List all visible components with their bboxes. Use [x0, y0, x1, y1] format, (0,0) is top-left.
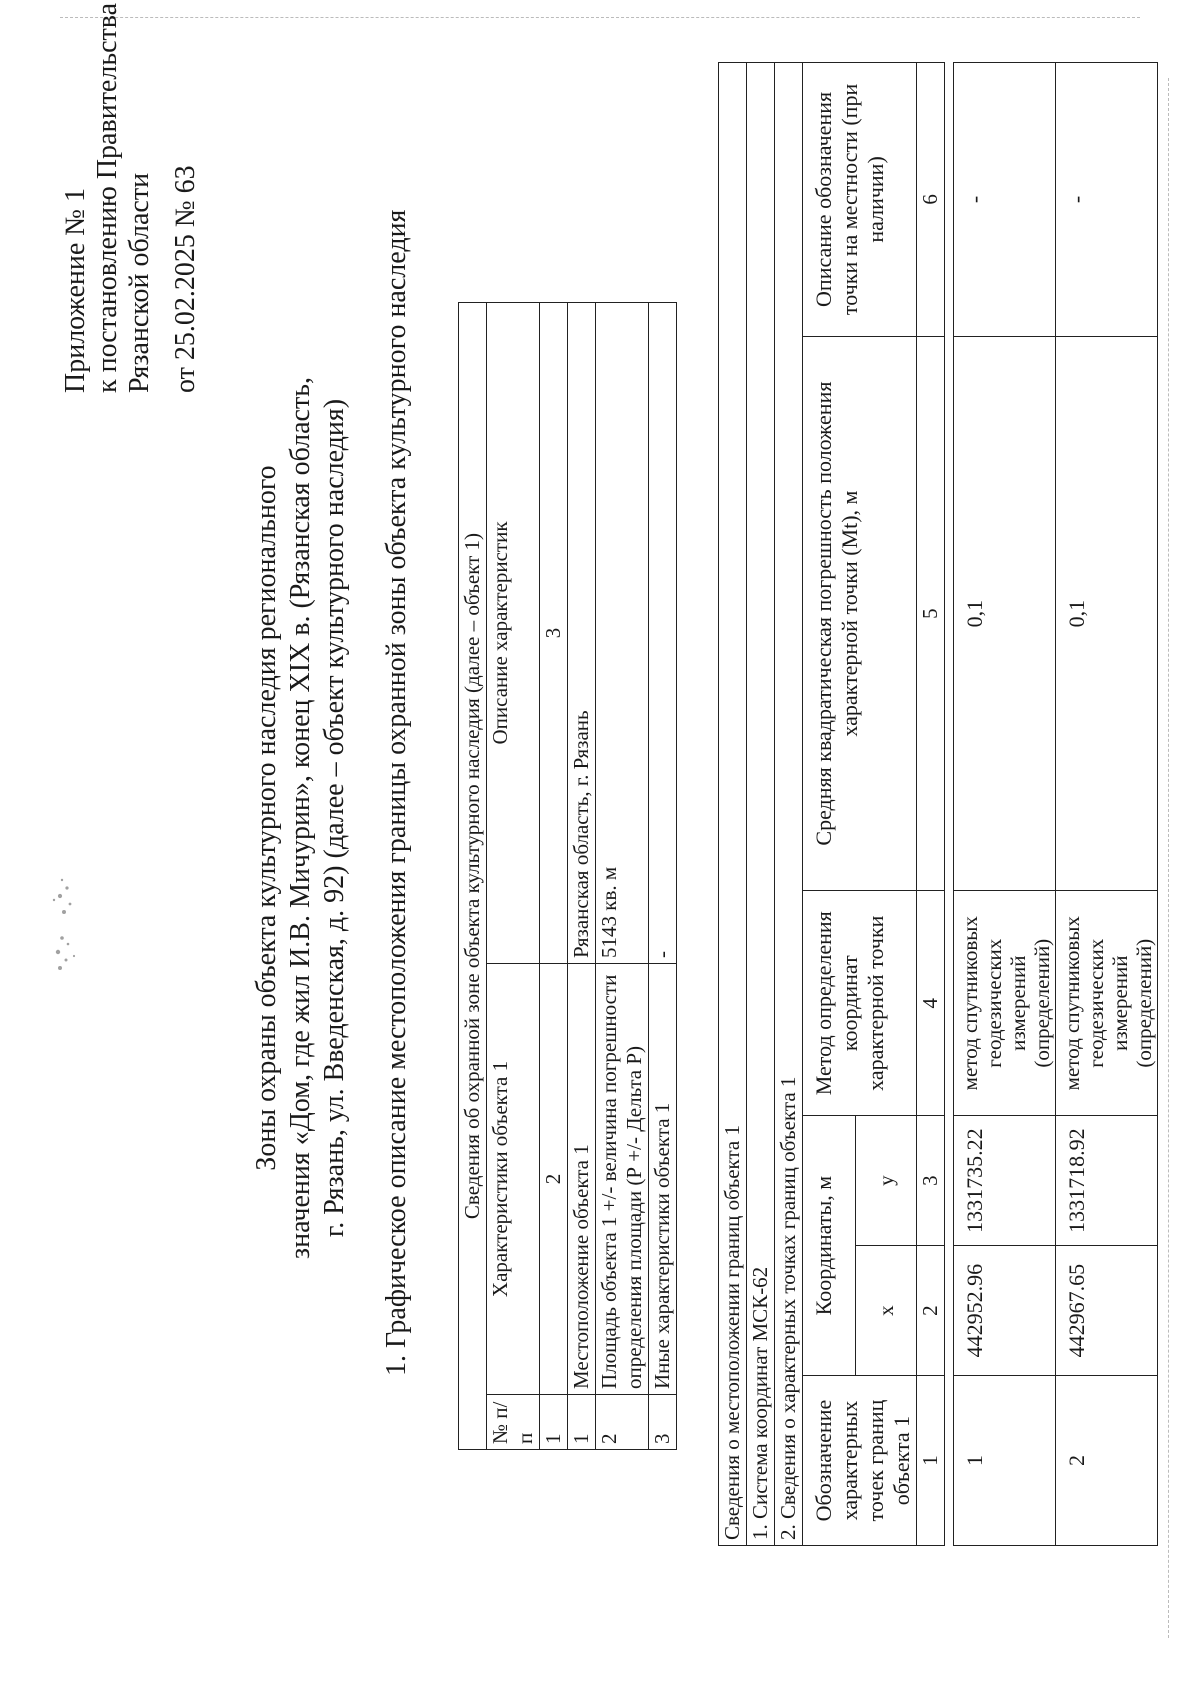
title-line: г. Рязань, ул. Введенская, д. 92) (далее – объект культурного наследия) [319, 398, 350, 1238]
coord-y: 1331718.92 [1056, 1116, 1158, 1246]
appendix-block [60, 2, 202, 393]
characteristic-name: Местоположение объекта 1 [568, 964, 596, 1395]
column-number: 2 [917, 1246, 945, 1376]
appendix-line: Рязанской области [124, 172, 155, 393]
section-heading: 1. Графическое описание местоположения границы охранной зоны объекта культурного наследия [381, 209, 412, 1376]
header-coordinates: Координаты, м [803, 1116, 856, 1376]
points-caption: 2. Сведения о характерных точках границ объекта 1 [775, 63, 803, 1546]
header-cell: Характеристики объекта 1 [487, 964, 540, 1395]
header-x: х [856, 1246, 917, 1376]
coordinate-system: 1. Система координат МСК-62 [747, 63, 775, 1546]
table-row [1056, 63, 1158, 1546]
column-number: 4 [917, 891, 945, 1116]
header-method: Метод определения координат характерной точки [803, 891, 917, 1116]
header-y: у [856, 1116, 917, 1246]
column-number: 3 [917, 1116, 945, 1246]
table-caption: Сведения о местоположении границ объекта 1 [719, 63, 747, 1546]
row-number: 2 [596, 1395, 649, 1450]
table-row [649, 303, 677, 1450]
document-title [250, 258, 352, 1378]
column-number: 5 [917, 336, 945, 890]
point-designation: 1 [954, 1376, 1056, 1546]
error-value: 0,1 [1056, 336, 1158, 890]
appendix-line: к постановлению Правительства [92, 2, 123, 393]
point-description: - [1056, 63, 1158, 337]
table-row [568, 303, 596, 1450]
column-number: 6 [917, 63, 945, 337]
header-error: Средняя квадратическая погрешность положения характерной точки (Mt), м [803, 336, 917, 890]
table-row [596, 303, 649, 1450]
title-line: Зоны охраны объекта культурного наследия регионального [251, 465, 282, 1171]
header-description: Описание обозначения точки на местности (при наличии) [803, 63, 917, 337]
method: метод спутниковых геодезических измерений (определений) [954, 891, 1056, 1116]
row-number: 3 [649, 1395, 677, 1450]
coord-x: 442952.96 [954, 1246, 1056, 1376]
header-cell: № п/п [487, 1395, 540, 1450]
header-designation: Обозначение характерных точек границ объекта 1 [803, 1376, 917, 1546]
error-value: 0,1 [954, 336, 1056, 890]
coord-x: 442967.65 [1056, 1246, 1158, 1376]
header-cell: Описание характеристик [487, 303, 540, 964]
column-number: 3 [540, 303, 568, 964]
stamp-smudge [40, 868, 90, 978]
characteristic-name: Площадь объекта 1 +/- величина погрешности определения площади (Р +/- Дельта Р) [596, 964, 649, 1395]
table-row [954, 63, 1056, 1546]
characteristic-name: Иные характеристики объекта 1 [649, 964, 677, 1395]
appendix-line: Приложение № 1 [60, 188, 91, 393]
scan-edge-line [1168, 78, 1169, 1638]
row-number: 1 [568, 1395, 596, 1450]
point-description: - [954, 63, 1056, 337]
table-caption: Сведения об охранной зоне объекта культурного наследия (далее – объект 1) [459, 303, 487, 1450]
object-characteristics-table [458, 302, 677, 1450]
characteristic-value: Рязанская область, г. Рязань [568, 303, 596, 964]
appendix-date: от 25.02.2025 № 63 [170, 165, 201, 393]
method: метод спутниковых геодезических измерений (определений) [1056, 891, 1158, 1116]
column-number: 2 [540, 964, 568, 1395]
coord-y: 1331735.22 [954, 1116, 1056, 1246]
title-line: значения «Дом, где жил И.В. Мичурин», конец XIX в. (Рязанская область, [285, 377, 316, 1259]
point-designation: 2 [1056, 1376, 1158, 1546]
scan-edge-line [60, 17, 1140, 18]
characteristic-value: - [649, 303, 677, 964]
boundary-points-table [718, 62, 1158, 1546]
characteristic-value: 5143 кв. м [596, 303, 649, 964]
column-number: 1 [540, 1395, 568, 1450]
column-number: 1 [917, 1376, 945, 1546]
